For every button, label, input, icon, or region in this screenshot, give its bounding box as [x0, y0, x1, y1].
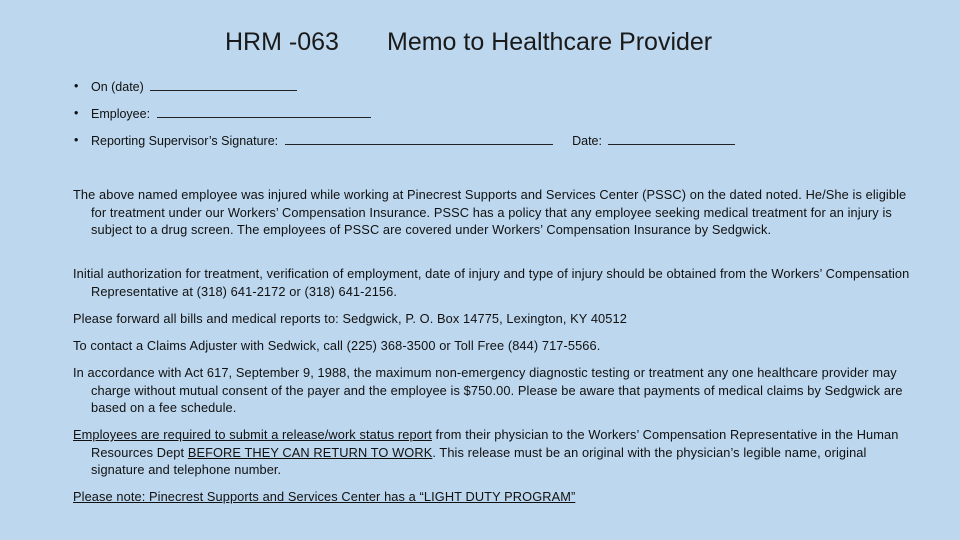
bullet-icon: • — [74, 79, 79, 93]
supervisor-signature-blank[interactable] — [285, 130, 553, 145]
on-date-field — [74, 76, 934, 103]
paragraph-release-requirement — [73, 426, 921, 479]
release-requirement-emphasis: Employees are required to submit a release/work status report — [73, 427, 432, 442]
on-date-label: On (date) — [91, 80, 144, 94]
date-label: Date: — [572, 134, 602, 148]
return-to-work-emphasis: BEFORE THEY CAN RETURN TO WORK — [187, 444, 433, 460]
memo-header — [0, 28, 960, 62]
employee-blank[interactable] — [157, 103, 371, 118]
release-requirement-text: from their physician to the Workers’ Compensation Representative in the Human Resources Dept — [91, 427, 899, 460]
paragraph-claims-contact: To contact a Claims Adjuster with Sedwick, call (225) 368-3500 or Toll Free (844) 717-5566. — [73, 338, 601, 353]
paragraph-authorization: Initial authorization for treatment, verification of employment, date of injury and type of injury should be obtained from the Workers’ Compensation Representative at (318) 641-2172 or (318) 641-2156. — [73, 266, 910, 299]
supervisor-signature-label: Reporting Supervisor’s Signature: — [91, 134, 279, 148]
bullet-icon: • — [74, 106, 79, 120]
bullet-icon: • — [74, 133, 79, 147]
release-requirement-end: . This release must be an original with the physician’s legible name, original signature and telephone number. — [91, 444, 867, 477]
paragraph-injury-notice: The above named employee was injured while working at Pinecrest Supports and Services Center (PSSC) on the dated noted. He/She is eligible for treatment under our Workers’ Compensation Insurance. PSSC has a policy that any employee seeking medical treatment for an injury is subject to a drug screen. The employees of PSSC are covered under Workers’ Compensation Insurance by Sedgwick. — [73, 187, 907, 237]
paragraph-billing-address: Please forward all bills and medical reports to: Sedgwick, P. O. Box 14775, Lexington, KY 40512 — [73, 311, 627, 326]
light-duty-note: Please note: Pinecrest Supports and Services Center has a “LIGHT DUTY PROGRAM” — [73, 489, 576, 504]
form-fields-list — [74, 76, 934, 157]
date-blank[interactable] — [608, 130, 735, 145]
paragraph-fee-limit: In accordance with Act 617, September 9, 1988, the maximum non-emergency diagnostic testing or treatment any one healthcare provider may charge without mutual consent of the payer and the employee is $750.00. Please be aware that payments of medical claims by Sedgwick are based on a fee schedule. — [73, 365, 903, 415]
page-title: Memo to Healthcare Provider — [387, 28, 713, 56]
on-date-blank[interactable] — [150, 76, 297, 91]
supervisor-signature-field — [74, 130, 934, 157]
employee-field — [74, 103, 934, 130]
form-code: HRM -063 — [225, 28, 339, 56]
employee-label: Employee: — [91, 107, 151, 121]
